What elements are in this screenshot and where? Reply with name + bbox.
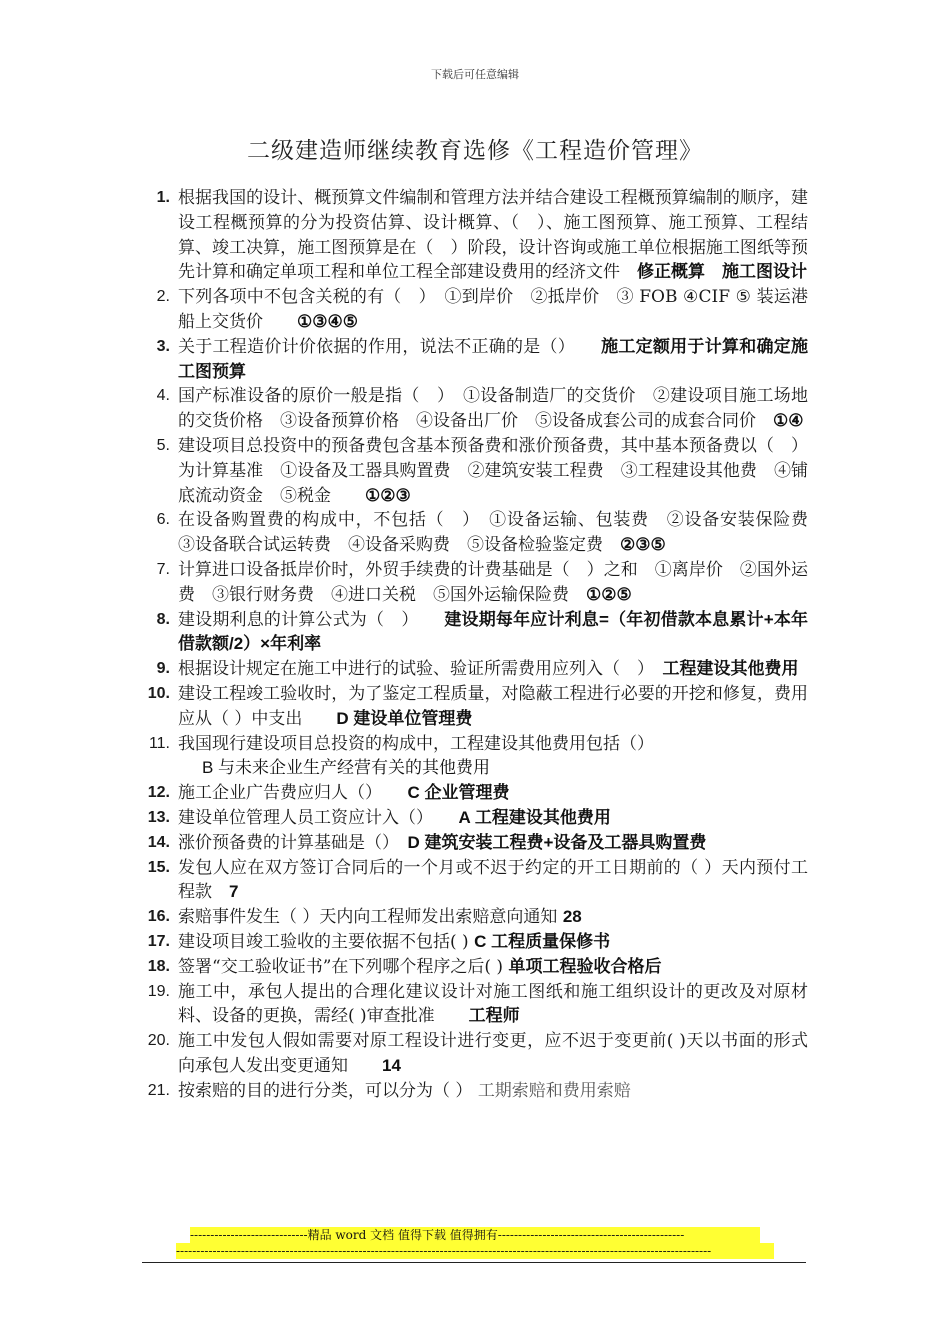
question-number: 3. xyxy=(156,337,170,355)
question-number: 2. xyxy=(156,288,170,306)
question-item xyxy=(140,831,808,856)
question-answer: D 建筑安装工程费+设备及工器具购置费 xyxy=(407,832,707,852)
question-number: 14. xyxy=(147,833,170,851)
question-number: 4. xyxy=(156,387,170,405)
question-answer: ①③④⑤ xyxy=(297,311,358,331)
question-item xyxy=(140,930,808,955)
question-number: 17. xyxy=(147,932,170,950)
question-number: 1. xyxy=(156,189,170,206)
question-item xyxy=(140,980,808,1030)
question-number: 20. xyxy=(147,1032,170,1050)
question-answer: 建设期每年应计利息=（年初借款本息累计+本年借款额/2）×年利率 xyxy=(178,609,808,654)
question-number: 16. xyxy=(147,908,170,926)
question-text: 施工中发包人假如需要对原工程设计进行变更，应不迟于变更前( )天以书面的形式向承包人发出变更通知 xyxy=(178,1031,808,1076)
question-item xyxy=(140,384,808,434)
question-item xyxy=(140,285,808,335)
question-text: 在设备购置费的构成中，不包括（ ） ①设备运输、包装费 ②设备安装保险费 ③设备联合试运转费 ④设备采购费 ⑤设备检验鉴定费 xyxy=(178,510,825,556)
question-answer: 修正概算 施工图设计 xyxy=(637,262,807,282)
question-answer: D 建设单位管理费 xyxy=(336,708,473,728)
question-text: 涨价预备费的计算基础是（） xyxy=(178,832,391,853)
question-number: 19. xyxy=(147,982,170,1000)
question-number: 6. xyxy=(156,511,170,529)
question-item xyxy=(140,558,808,608)
question-number: 10. xyxy=(147,684,170,702)
question-item xyxy=(140,856,808,906)
question-text: 建设单位管理人员工资应计入（） xyxy=(178,807,425,828)
question-text: 签署“交工验收证书”在下列哪个程序之后( ) xyxy=(178,956,504,977)
question-answer: 7 xyxy=(229,882,239,902)
question-answer: ①④ xyxy=(773,411,804,431)
question-text: 索赔事件发生（ ）天内向工程师发出索赔意向通知 xyxy=(178,907,558,928)
question-item xyxy=(140,508,825,558)
question-text: 施工企业广告费应归人（） xyxy=(178,783,374,804)
question-answer: A 工程建设其他费用 xyxy=(458,807,611,827)
question-number: 15. xyxy=(147,858,170,876)
question-text: 下列各项中不包含关税的有（ ） ①到岸价 ②抵岸价 ③ FOB ④CIF ⑤ 装运港船上交货价 xyxy=(178,287,808,332)
question-answer: 28 xyxy=(562,907,582,927)
question-item xyxy=(140,732,808,782)
question-item xyxy=(140,1079,808,1104)
question-item xyxy=(140,434,808,508)
question-number: 11. xyxy=(148,734,170,752)
question-answer: 施工定额用于计算和确定施工图预算 xyxy=(178,336,809,381)
question-text: 建设项目竣工验收的主要依据不包括( ) xyxy=(178,931,469,952)
question-item xyxy=(140,682,808,732)
question-list xyxy=(140,186,825,1103)
footer-rule xyxy=(142,1262,806,1263)
question-item xyxy=(140,608,808,658)
question-text: 国产标准设备的原价一般是指（ ） ①设备制造厂的交货价 ②建设项目施工场地的交货价格 ③设备预算价格 ④设备出厂价 ⑤设备成套公司的成套合同价 xyxy=(178,386,808,432)
question-answer: 14 xyxy=(382,1055,401,1075)
question-text: 发包人应在双方签订合同后的一个月或不迟于约定的开工日期前的（ ）天内预付工程款 xyxy=(178,857,808,903)
question-answer: 工程建设其他费用 xyxy=(662,659,799,679)
footer-banner: -----------------------------精品 word 文档 值得下载 值得拥有---------------------------------------------- xyxy=(190,1227,760,1243)
question-text: 关于工程造价计价依据的作用，说法不正确的是（） xyxy=(178,336,567,357)
question-text: 施工中，承包人提出的合理化建议设计对施工图纸和施工组织设计的更改及对原材料、设备的更换，需经( )审查批准 xyxy=(178,981,808,1027)
page-header: 下载后可任意编辑 xyxy=(431,68,519,81)
question-number: 5. xyxy=(156,436,170,454)
document-title: 二级建造师继续教育选修《工程造价管理》 xyxy=(247,138,703,164)
footer-dashes: ------------------------------------------------------------------------------------------------------------------------------------ xyxy=(176,1243,774,1259)
question-item xyxy=(140,1029,808,1079)
question-answer: ②③⑤ xyxy=(620,535,666,555)
question-item xyxy=(140,905,808,930)
question-item xyxy=(140,335,808,385)
question-text: 按索赔的目的进行分类，可以分为（ ） xyxy=(178,1080,473,1101)
question-text: 根据设计规定在施工中进行的试验、验证所需费用应列入（ ） xyxy=(178,659,646,680)
question-number: 7. xyxy=(156,560,170,578)
question-answer: C 企业管理费 xyxy=(407,783,510,803)
question-item xyxy=(140,781,808,806)
question-number: 8. xyxy=(156,610,170,628)
question-answer: 工程师 xyxy=(468,1006,520,1026)
question-answer: 单项工程验收合格后 xyxy=(508,956,662,976)
question-item xyxy=(140,657,808,682)
question-answer: ①②③ xyxy=(365,485,411,505)
question-text: 计算进口设备抵岸价时，外贸手续费的计费基础是（ ）之和 ①离岸价 ②国外运费 ③银行财务费 ④进口关税 ⑤国外运输保险费 xyxy=(178,559,808,605)
question-number: 21. xyxy=(147,1081,170,1099)
question-item xyxy=(140,806,808,831)
question-item xyxy=(140,186,808,285)
question-answer: C 工程质量保修书 xyxy=(474,931,611,951)
question-number: 9. xyxy=(156,660,170,678)
question-answer: ①②⑤ xyxy=(586,584,632,604)
question-text: 建设工程竣工验收时，为了鉴定工程质量，对隐蔽工程进行必要的开挖和修复，费用应从（ ）中支出 xyxy=(178,683,808,729)
question-text: 我国现行建设项目总投资的构成中，工程建设其他费用包括（） xyxy=(178,733,654,754)
question-number: 18. xyxy=(147,957,170,975)
question-number: 12. xyxy=(147,784,170,802)
question-text: 建设项目总投资中的预备费包含基本预备费和涨价预备费，其中基本预备费以（ ）为计算基准 ①设备及工器具购置费 ②建筑安装工程费 ③工程建设其他费 ④铺底流动资金 ⑤税金 xyxy=(178,435,808,506)
question-item xyxy=(140,955,808,980)
question-text: 根据我国的设计、概预算文件编制和管理方法并结合建设工程概预算编制的顺序，建设工程概预算的分为投资估算、设计概算、（ ）、施工图预算、施工预算、工程结算、竣工决算，施工图预算是在（ ）阶段，设计咨询或施工单位根据施工图纸等预先计算和确定单项工程和单位工程全部建设费用的经济文件 xyxy=(178,188,808,283)
question-answer: 工期索赔和费用索赔 xyxy=(477,1080,631,1101)
question-number: 13. xyxy=(147,808,170,826)
question-text: 建设期利息的计算公式为（ ） xyxy=(178,609,411,630)
question-answer: B 与未来企业生产经营有关的其他费用 xyxy=(202,758,491,778)
